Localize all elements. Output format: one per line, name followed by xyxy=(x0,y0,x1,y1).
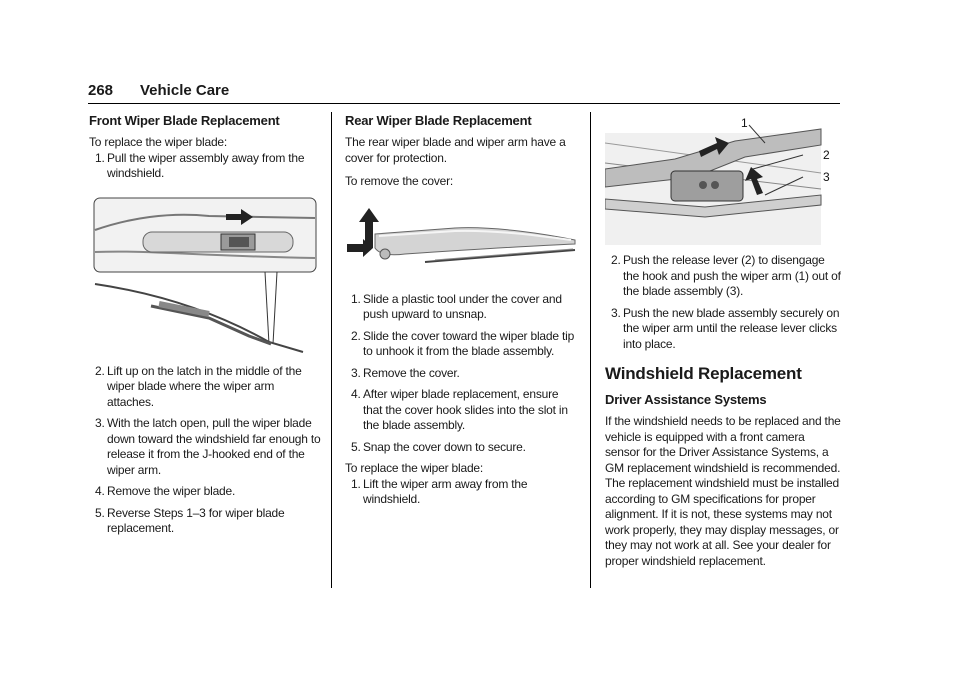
front-wiper-intro: To replace the wiper blade: xyxy=(89,135,228,149)
column-windshield xyxy=(605,113,841,569)
page-number: 268 xyxy=(88,82,114,99)
front-wiper-steps xyxy=(89,364,321,537)
column-divider-1 xyxy=(331,112,332,588)
release-lever-illustration xyxy=(605,113,835,245)
remove-cover-intro: To remove the cover: xyxy=(345,174,454,188)
list-item: 2. Slide the cover toward the wiper blade tip to unhook it from the blade assembly. xyxy=(351,328,575,358)
callout-1: 1 xyxy=(741,116,748,130)
release-lever-figure xyxy=(605,113,841,245)
windshield-body: If the windshield needs to be replaced and the vehicle is equipped with a front camera sensor for the Driver Assistance Systems, a GM replacement windshield is recommended. The replacement windshield must be installed according to GM specifications for proper alignment. If it is not, these systems may not work properly, they may display messages, or they may not work at all. See your dealer for proper windshield replacement. xyxy=(605,414,841,568)
header-rule xyxy=(88,103,840,104)
page-header xyxy=(88,82,840,104)
list-item: 3. Push the new blade assembly securely on the wiper arm until the release lever clicks into place. xyxy=(611,305,840,351)
column-divider-2 xyxy=(590,112,591,588)
rear-wiper-heading: Rear Wiper Blade Replacement xyxy=(345,113,532,128)
windshield-heading: Windshield Replacement xyxy=(605,364,802,383)
list-item: 5. Reverse Steps 1–3 for wiper blade replacement. xyxy=(95,505,285,535)
rear-wiper-figure xyxy=(345,204,579,274)
rear-wiper-intro: The rear wiper blade and wiper arm have a cover for protection. xyxy=(345,135,566,165)
front-wiper-illustration xyxy=(89,196,317,356)
list-item: 1. Pull the wiper assembly away from the windshield. xyxy=(95,150,305,180)
driver-assistance-heading: Driver Assistance Systems xyxy=(605,392,767,407)
front-wiper-step1-list xyxy=(89,151,321,182)
section-title: Vehicle Care xyxy=(140,82,230,99)
column-rear-wiper xyxy=(345,113,579,508)
list-item: 2. Lift up on the latch in the middle of the wiper blade where the wiper arm attaches. xyxy=(95,363,302,409)
list-item: 2. Push the release lever (2) to disengage the hook and push the wiper arm (1) out of the blade assembly (3). xyxy=(611,253,841,298)
list-item: 5. Snap the cover down to secure. xyxy=(351,439,526,454)
callout-2: 2 xyxy=(823,148,830,162)
remove-cover-steps xyxy=(345,292,579,456)
rear-wiper-illustration xyxy=(345,204,577,274)
release-steps xyxy=(605,253,841,352)
list-item: 4. Remove the wiper blade. xyxy=(95,484,236,498)
front-wiper-heading: Front Wiper Blade Replacement xyxy=(89,113,280,128)
front-wiper-figure xyxy=(89,196,321,356)
column-front-wiper xyxy=(89,113,321,537)
replace-blade-steps xyxy=(345,477,579,508)
list-item: 1. Lift the wiper arm away from the windshield. xyxy=(351,476,528,506)
list-item: 1. Slide a plastic tool under the cover and push upward to unsnap. xyxy=(351,291,562,321)
list-item: 3. With the latch open, pull the wiper blade down toward the windshield far enough to release it from the J-hooked end of the wiper arm. xyxy=(95,416,321,477)
list-item: 3. Remove the cover. xyxy=(351,365,460,380)
replace-blade-intro: To replace the wiper blade: xyxy=(345,461,484,475)
list-item: 4. After wiper blade replacement, ensure that the cover hook slides into the slot in the blade assembly. xyxy=(351,387,568,432)
callout-3: 3 xyxy=(823,170,830,184)
